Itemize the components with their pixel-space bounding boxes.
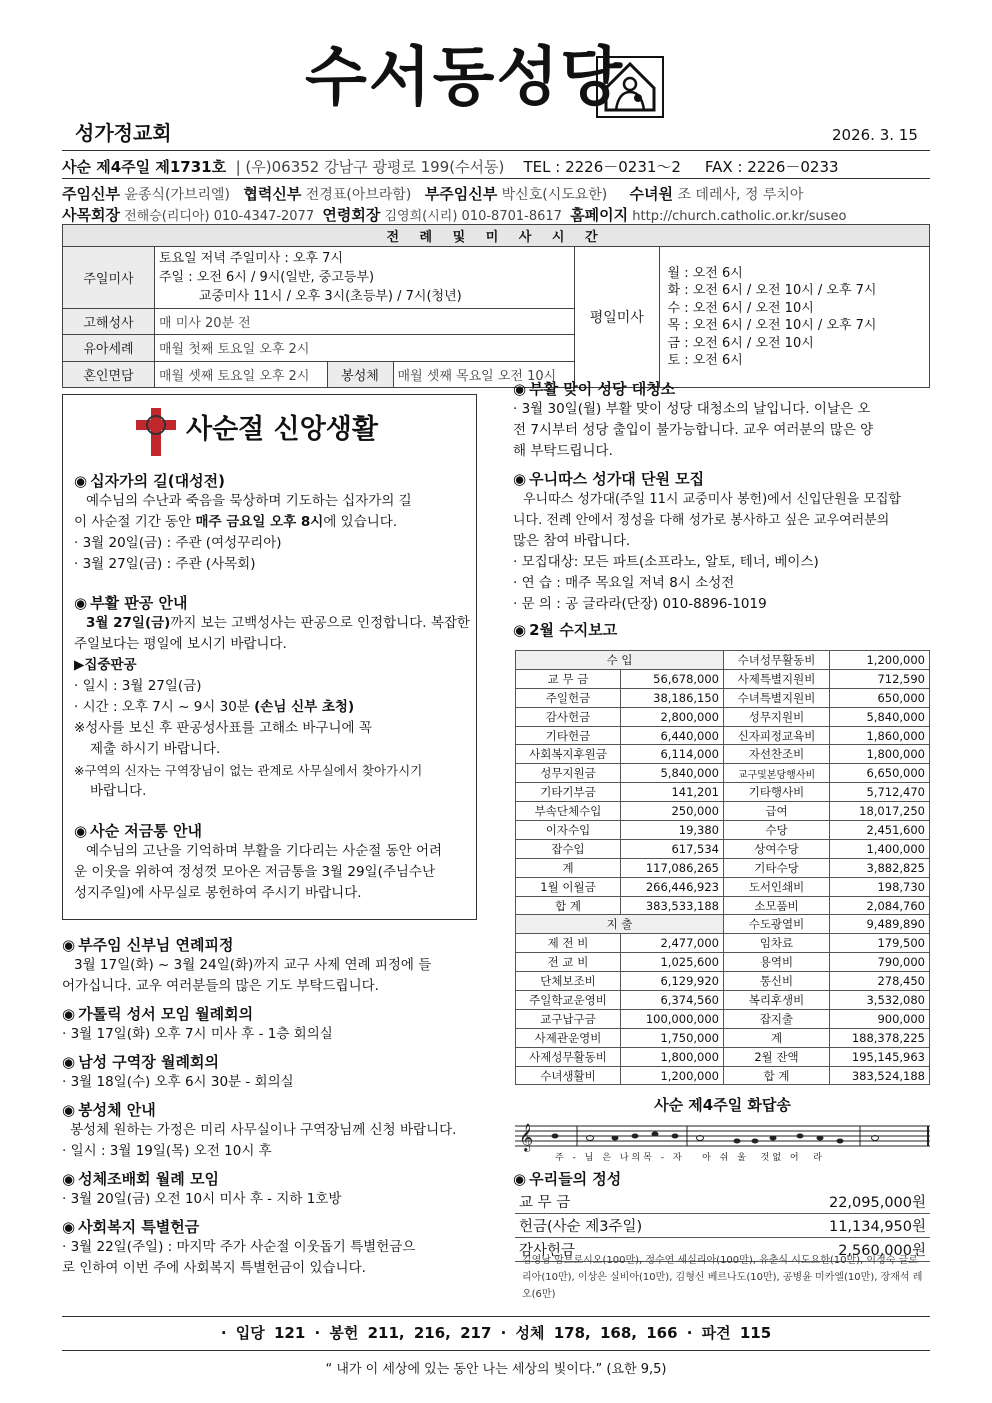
list-item: · 일시 : 3월 27일(금) xyxy=(74,678,202,694)
finance-item: 제 전 비 xyxy=(516,934,621,953)
finance-amount: 198,730 xyxy=(830,877,930,896)
eucharist: 매월 셋째 목요일 오전 10시 xyxy=(393,361,574,387)
finance-amount: 650,000 xyxy=(830,688,930,707)
table-row xyxy=(516,688,930,707)
table-row xyxy=(516,783,930,802)
table-row xyxy=(516,839,930,858)
finance-item: 도서인쇄비 xyxy=(724,877,830,896)
table-row xyxy=(516,745,930,764)
baptism-label: 유아세례 xyxy=(63,335,155,361)
finance-item: 기타수당 xyxy=(724,858,830,877)
paragraph: 예수님의 고난을 기억하며 부활을 기다리는 사순절 동안 어려 xyxy=(86,843,443,859)
nun: 조 데레사, 정 루치아 xyxy=(677,187,804,203)
council: 전해승(리디아) 010-4347-2077 xyxy=(124,209,315,224)
sunday-line: 토요일 저녁 주일미사 : 오후 7시 xyxy=(159,251,344,266)
bible-quote: “ 내가 이 세상에 있는 동안 나는 세상의 빛이다.” (요한 9,5) xyxy=(325,1362,667,1377)
finance-item: 주일헌금 xyxy=(516,688,621,707)
left-notices: ◉ 부주임 신부님 연례피정 3월 17일(화) ~ 3월 24일(화)까지 교구 사제 연례 피정에 들 어가십니다. 교우 여러분들의 많은 기도 부탁드립니다. ◉ 가톨릭 성서 모임 월례회의 · 3월 17일(화) 오후 7시 미사 후 - 1층 회의실 ◉ 남성 구역장 월례회의 · 3월 18일(수) 오후 6시 30분 - 회의실 ◉ 봉성체 안내 봉성체 원하는 가정은 미리 사무실이나 구역장님께 신청 바랍니다. · 일시 : 3월 19일(목) 오전 10시 후 ◉ 성체조배회 월례 모임 · 3월 20일(금) 오전 10시 미사 후 - 지하 1호방 ◉ 사회복지 특별헌금 · 3월 22일(주일) : 마지막 주가 사순절 이웃돕기 특별헌금으 로 인하여 이번 주에 사회복지 특별헌금이 있습니다. xyxy=(62,934,482,1279)
finance-item: 수당 xyxy=(724,821,830,840)
donor-list: 김영남 암브로시오(100만), 정수연 세실리아(100만), 유춘식 시도요한(10만), 이정숙 글로리아(10만), 이상은 실비아(10만), 김형신 베르나도(10만), 공병윤 미카엘(10만), 장재석 레오(6만) xyxy=(522,1255,923,1300)
paragraph: · 3월 20일(금) 오전 10시 미사 후 - 지하 1호방 xyxy=(62,1191,342,1207)
vicar: 박신호(시도요한) xyxy=(501,187,608,203)
district: 김영희(시리) 010-8701-8617 xyxy=(384,209,562,224)
finance-item: 기타헌금 xyxy=(516,726,621,745)
finance-amount: 188,378,225 xyxy=(830,1028,930,1047)
finance-amount: 1,200,000 xyxy=(830,651,930,670)
finance-item: 기타기부금 xyxy=(516,783,621,802)
table-row xyxy=(516,877,930,896)
divider xyxy=(62,1350,930,1351)
finance-item: 1월 이월금 xyxy=(516,877,621,896)
finance-amount: 6,374,560 xyxy=(621,991,724,1010)
eucharist-label: 봉성체 xyxy=(327,361,393,387)
finance-item: 수녀특별지원비 xyxy=(724,688,830,707)
finance-item: 잡수입 xyxy=(516,839,621,858)
church-title: 수서동성당 xyxy=(305,41,625,115)
table-row xyxy=(516,1047,930,1066)
finance-item: 전 교 비 xyxy=(516,953,621,972)
finance-item: 자선찬조비 xyxy=(724,745,830,764)
list-item: · 문 의 : 공 글라라(단장) 010-8896-1019 xyxy=(513,596,767,612)
home-label: 홈페이지 xyxy=(570,206,629,224)
paragraph: · 3월 22일(주일) : 마지막 주가 사순절 이웃돕기 특별헌금으 xyxy=(62,1239,416,1255)
week-number: 사순 제4주일 제1731호 xyxy=(62,158,227,176)
finance-item: 임차료 xyxy=(724,934,830,953)
note: 바랍니다. xyxy=(90,783,147,799)
finance-amount: 19,380 xyxy=(621,821,724,840)
weekday-item: 토 : 오전 6시 xyxy=(667,353,743,368)
finance-item: 사제특별지원비 xyxy=(724,669,830,688)
council-label: 사목회장 xyxy=(62,206,120,224)
sunday-line: 주일 : 오전 6시 / 9시(일반, 중고등부) xyxy=(159,270,375,285)
finance-amount: 1,800,000 xyxy=(830,745,930,764)
finance-item: 통신비 xyxy=(724,972,830,991)
finance-amount: 790,000 xyxy=(830,953,930,972)
finance-amount: 6,440,000 xyxy=(621,726,724,745)
note: 제출 하시기 바랍니다. xyxy=(90,741,221,757)
paragraph: 많은 참여 바랍니다. xyxy=(513,533,631,549)
table-row xyxy=(516,802,930,821)
finance-item: 주일학교운영비 xyxy=(516,991,621,1010)
finance-item: 합 계 xyxy=(516,896,621,915)
finance-amount: 5,840,000 xyxy=(621,764,724,783)
psalm-score xyxy=(515,1118,930,1162)
finance-item: 계 xyxy=(724,1028,830,1047)
paragraph: 3월 17일(화) ~ 3월 24일(화)까지 교구 사제 연례 피정에 들 xyxy=(74,957,432,973)
homepage-link[interactable]: http://church.catholic.or.kr/suseo xyxy=(632,209,847,224)
finance-amount: 6,650,000 xyxy=(830,764,930,783)
table-row xyxy=(516,707,930,726)
cross-icon xyxy=(134,406,178,458)
paragraph: 니다. 전례 안에서 정성을 다해 성가로 봉사하고 싶은 교우여러분의 xyxy=(513,513,890,528)
finance-item: 신자피정교육비 xyxy=(724,726,830,745)
finance-item: 계 xyxy=(516,858,621,877)
lent-section-2: ◉ 부활 판공 안내 3월 27일(금)까지 보는 고백성사는 판공으로 인정합니다. 복잡한 주일보다는 평일에 보시기 바랍니다. ▶집중판공 · 일시 : 3월 27일(금) · 시간 : 오후 7시 ~ 9시 30분 (손님 신부 초청) ※성사를 보신 후 판공성사표를 고해소 바구니에 꼭 제출 하시기 바랍니다. ※구역의 신자는 구역장님이 없는 관계로 사무실에서 찾아가시기 바랍니다. xyxy=(74,592,484,802)
divider xyxy=(62,1316,930,1317)
finance-amount: 1,025,600 xyxy=(621,953,724,972)
right-notices: ◉ 부활 맞이 성당 대청소 · 3월 30일(월) 부활 맞이 성당 대청소의 날입니다. 이날은 오 전 7시부터 성당 출입이 불가능합니다. 교우 여러분의 많은 양 해 부탁드립니다. ◉ 우니따스 성가대 단원 모집 우니따스 성가대(주일 11시 교중미사 봉헌)에서 신입단원을 모집합 니다. 전례 안에서 정성을 다해 성가로 봉사하고 싶은 교우여러분의 많은 참여 바랍니다. · 모집대상: 모든 파트(소프라노, 알토, 테너, 베이스) · 연 습 : 매주 목요일 저녁 8시 소성전 · 문 의 : 공 글라라(단장) 010-8896-1019 ◉ 2월 수지보고 xyxy=(513,378,933,640)
finance-item: 수녀성무활동비 xyxy=(724,651,830,670)
table-row xyxy=(516,1028,930,1047)
list-item: · 3월 20일(금) : 주관 (여성꾸리아) xyxy=(74,535,282,551)
finance-amount: 383,524,188 xyxy=(830,1066,930,1085)
section-title: 남성 구역장 월례회의 xyxy=(78,1053,219,1071)
paragraph: 어가십니다. 교우 여러분들의 많은 기도 부탁드립니다. xyxy=(62,978,379,994)
weekday-item: 수 : 오전 6시 / 오전 10시 xyxy=(667,300,814,316)
finance-amount: 2,477,000 xyxy=(621,934,724,953)
table-row xyxy=(516,1066,930,1085)
section-title: 사회복지 특별헌금 xyxy=(78,1218,200,1236)
finance-amount: 195,145,963 xyxy=(830,1047,930,1066)
nun-label: 수녀원 xyxy=(629,185,673,203)
finance-amount: 617,534 xyxy=(621,839,724,858)
finance-amount: 38,186,150 xyxy=(621,688,724,707)
weekday-list xyxy=(659,247,929,387)
offering-title: ◉ 우리들의 정성 xyxy=(513,1170,622,1188)
holy-family-logo-icon xyxy=(596,56,664,118)
finance-amount: 383,533,188 xyxy=(621,896,724,915)
sunday-line: 교중미사 11시 / 오후 3시(초등부) / 7시(청년) xyxy=(199,289,462,304)
finance-item: 기타행사비 xyxy=(724,783,830,802)
pastor: 윤종식(가브리엘) xyxy=(124,187,231,203)
vicar-label: 부주임신부 xyxy=(424,185,498,203)
church-subtitle: 성가정교회 xyxy=(75,121,172,145)
finance-amount: 179,500 xyxy=(830,934,930,953)
finance-amount: 278,450 xyxy=(830,972,930,991)
svg-text:𝄞: 𝄞 xyxy=(519,1123,534,1151)
finance-item: 교구및본당행사비 xyxy=(724,764,830,783)
paragraph: · 일시 : 3월 19일(목) 오전 10시 후 xyxy=(62,1143,272,1159)
info-line xyxy=(62,156,930,177)
staff-line-1 xyxy=(62,183,930,204)
paragraph: 예수님의 수난과 죽음을 묵상하며 기도하는 십자가의 길 xyxy=(86,493,412,509)
pastor-label: 주임신부 xyxy=(62,185,120,203)
confession-label: 고해성사 xyxy=(63,309,155,335)
finance-item: 소모품비 xyxy=(724,896,830,915)
table-row xyxy=(516,821,930,840)
table-row xyxy=(516,1009,930,1028)
highlight: (손님 신부 초청) xyxy=(254,699,355,715)
highlight: 3월 27일(금) xyxy=(86,615,171,631)
list-item: · 연 습 : 매주 목요일 저녁 8시 소성전 xyxy=(513,575,735,591)
table-row xyxy=(516,915,930,934)
offering-amount: 11,134,950원 xyxy=(745,1214,930,1238)
offering-label: 감사헌금 xyxy=(515,1238,745,1262)
paragraph: 로 인하여 이번 주에 사회복지 특별헌금이 있습니다. xyxy=(62,1260,366,1276)
table-row xyxy=(515,1190,930,1214)
finance-amount: 1,860,000 xyxy=(830,726,930,745)
section-title: 봉성체 안내 xyxy=(78,1101,156,1119)
finance-table xyxy=(515,650,930,1085)
fax: FAX : 2226－0233 xyxy=(704,158,839,176)
finance-item: 단체보조비 xyxy=(516,972,621,991)
lent-title: 사순절 신앙생활 xyxy=(186,414,378,445)
weekday-item: 목 : 오전 6시 / 오전 10시 / 오후 7시 xyxy=(667,318,877,333)
finance-item: 급여 xyxy=(724,802,830,821)
table-row xyxy=(516,669,930,688)
finance-item: 사제성무활동비 xyxy=(516,1047,621,1066)
finance-item: 잡지출 xyxy=(724,1009,830,1028)
finance-amount: 1,800,000 xyxy=(621,1047,724,1066)
finance-amount: 5,840,000 xyxy=(830,707,930,726)
paragraph: 성지주일)에 사무실로 봉헌하여 주시기 바랍니다. xyxy=(74,885,362,901)
finance-amount: 712,590 xyxy=(830,669,930,688)
finance-item: 수녀생활비 xyxy=(516,1066,621,1085)
section-title: 십자가의 길(대성전) xyxy=(90,472,225,490)
divider xyxy=(62,178,930,179)
subheading: ▶집중판공 xyxy=(74,657,137,673)
finance-amount: 100,000,000 xyxy=(621,1009,724,1028)
address: | (우)06352 강남구 광평로 199(수서동) xyxy=(235,158,505,176)
table-row xyxy=(516,858,930,877)
paragraph: · 3월 17일(화) 오후 7시 미사 후 - 1층 회의실 xyxy=(62,1026,333,1042)
table-row xyxy=(516,953,930,972)
section-title: 2월 수지보고 xyxy=(529,621,618,639)
finance-header: 지 출 xyxy=(516,915,724,934)
sunday-label: 주일미사 xyxy=(63,247,155,309)
schedule-header: 전 례 및 미 사 시 간 xyxy=(63,225,930,247)
section-title: 부주임 신부님 연례피정 xyxy=(78,936,234,954)
finance-amount: 18,017,250 xyxy=(830,802,930,821)
offering-amount: 22,095,000원 xyxy=(745,1190,930,1214)
table-row xyxy=(516,991,930,1010)
mass-schedule-table xyxy=(62,224,930,388)
finance-item: 부속단체수입 xyxy=(516,802,621,821)
table-row xyxy=(516,764,930,783)
finance-item: 합 계 xyxy=(724,1066,830,1085)
offering-amount: 2,560,000원 xyxy=(745,1238,930,1262)
table-row xyxy=(516,726,930,745)
finance-item: 수도광열비 xyxy=(724,915,830,934)
marriage-label: 혼인면담 xyxy=(63,361,155,387)
finance-item: 감사헌금 xyxy=(516,707,621,726)
finance-amount: 3,532,080 xyxy=(830,991,930,1010)
district-label: 연령회장 xyxy=(322,206,381,224)
table-row xyxy=(515,1214,930,1238)
note: ※성사를 보신 후 판공성사표를 고해소 바구니에 꼭 xyxy=(74,720,372,736)
issue-date: 2026. 3. 15 xyxy=(832,126,918,144)
finance-item: 교 무 금 xyxy=(516,669,621,688)
paragraph: 해 부탁드립니다. xyxy=(513,443,613,459)
finance-amount: 1,400,000 xyxy=(830,839,930,858)
section-title: 사순 저금통 안내 xyxy=(90,822,202,840)
lent-section-3: ◉ 사순 저금통 안내 예수님의 고난을 기억하며 부활을 기다리는 사순절 동안 어려 운 이웃을 위하여 정성껏 모아온 저금통을 3월 29일(주님수난 성지주일)에 사무실로 봉헌하여 주시기 바랍니다. xyxy=(74,820,484,904)
finance-amount: 266,446,923 xyxy=(621,877,724,896)
note: ※구역의 신자는 구역장님이 없는 관계로 사무실에서 찾아가시기 xyxy=(74,763,423,778)
weekday-item: 금 : 오전 6시 / 오전 10시 xyxy=(667,335,814,351)
finance-header: 수 입 xyxy=(516,651,724,670)
table-row xyxy=(516,896,930,915)
finance-item: 성무지원금 xyxy=(516,764,621,783)
weekday-item: 화 : 오전 6시 / 오전 10시 / 오후 7시 xyxy=(667,283,877,298)
list-item: · 모집대상: 모든 파트(소프라노, 알토, 테너, 베이스) xyxy=(513,554,819,570)
finance-item: 성무지원비 xyxy=(724,707,830,726)
paragraph: 운 이웃을 위하여 정성껏 모아온 저금통을 3월 29일(주님수난 xyxy=(74,864,436,880)
divider xyxy=(62,150,930,151)
mass-stats: · 입당 121 · 봉헌 211, 216, 217 · 성체 178, 168, 166 · 파견 115 xyxy=(220,1324,772,1342)
finance-item: 상여수당 xyxy=(724,839,830,858)
section-title: 부활 맞이 성당 대청소 xyxy=(529,380,676,398)
finance-amount: 3,882,825 xyxy=(830,858,930,877)
baptism: 매월 첫째 토요일 오후 2시 xyxy=(155,335,575,361)
section-title: 성체조배회 월례 모임 xyxy=(78,1170,219,1188)
finance-item: 이자수입 xyxy=(516,821,621,840)
finance-amount: 9,489,890 xyxy=(830,915,930,934)
paragraph: 봉성체 원하는 가정은 미리 사무실이나 구역장님께 신청 바랍니다. xyxy=(70,1122,457,1138)
finance-amount: 1,200,000 xyxy=(621,1066,724,1085)
table-row xyxy=(516,934,930,953)
section-title: 우니따스 성가대 단원 모집 xyxy=(529,470,705,488)
list-item: · 시간 : 오후 7시 ~ 9시 30분 xyxy=(74,699,255,715)
lent-section-1: ◉ 십자가의 길(대성전) 예수님의 수난과 죽음을 묵상하며 기도하는 십자가의 길 이 사순절 기간 동안 매주 금요일 오후 8시에 있습니다. · 3월 20일(금) : 주관 (여성꾸리아) · 3월 27일(금) : 주관 (사목회) xyxy=(74,470,484,575)
assoc: 전경표(아브라함) xyxy=(305,187,412,203)
finance-amount: 56,678,000 xyxy=(621,669,724,688)
assoc-label: 협력신부 xyxy=(243,185,302,203)
finance-item: 용역비 xyxy=(724,953,830,972)
weekday-item: 월 : 오전 6시 xyxy=(667,265,743,281)
telephone: TEL : 2226－0231～2 xyxy=(523,158,681,176)
marriage: 매월 셋째 토요일 오후 2시 xyxy=(155,361,328,387)
section-title: 부활 판공 안내 xyxy=(90,594,188,612)
table-row xyxy=(516,972,930,991)
offering-label: 헌금(사순 제3주일) xyxy=(515,1214,745,1238)
psalm-title: 사순 제4주일 화답송 xyxy=(654,1096,791,1114)
sunday-mass xyxy=(155,247,575,309)
finance-amount: 1,750,000 xyxy=(621,1028,724,1047)
finance-item: 사제관운영비 xyxy=(516,1028,621,1047)
weekday-cell xyxy=(575,247,930,388)
confession: 매 미사 20분 전 xyxy=(155,309,575,335)
paragraph: 이 사순절 기간 동안 xyxy=(74,514,196,530)
finance-amount: 2,451,600 xyxy=(830,821,930,840)
list-item: · 3월 27일(금) : 주관 (사목회) xyxy=(74,556,256,572)
finance-item: 복리후생비 xyxy=(724,991,830,1010)
weekday-label: 평일미사 xyxy=(575,247,659,387)
finance-item: 교구납구금 xyxy=(516,1009,621,1028)
offering-label: 교 무 금 xyxy=(515,1190,745,1214)
finance-item: 2월 잔액 xyxy=(724,1047,830,1066)
staff-line-2 xyxy=(62,204,930,225)
table-row xyxy=(516,651,930,670)
paragraph: 주일보다는 평일에 보시기 바랍니다. xyxy=(74,636,287,652)
finance-amount: 250,000 xyxy=(621,802,724,821)
section-title: 가톨릭 성서 모임 월례회의 xyxy=(78,1005,254,1023)
finance-amount: 2,084,760 xyxy=(830,896,930,915)
finance-item: 사회복지후원금 xyxy=(516,745,621,764)
section-title: 우리들의 정성 xyxy=(529,1170,622,1188)
paragraph: 까지 보는 고백성사는 판공으로 인정합니다. 복잡한 xyxy=(170,615,470,631)
finance-amount: 117,086,265 xyxy=(621,858,724,877)
psalm-lyrics: 주 - 님 은 나의목 - 자 아 쉬 울 것없 어 라 xyxy=(555,1153,825,1163)
highlight: 매주 금요일 오후 8시 xyxy=(195,514,324,530)
finance-amount: 2,800,000 xyxy=(621,707,724,726)
paragraph: · 3월 18일(수) 오후 6시 30분 - 회의실 xyxy=(62,1074,294,1090)
finance-amount: 141,201 xyxy=(621,783,724,802)
finance-amount: 6,129,920 xyxy=(621,972,724,991)
finance-amount: 900,000 xyxy=(830,1009,930,1028)
paragraph: 전 7시부터 성당 출입이 불가능합니다. 교우 여러분의 많은 양 xyxy=(513,422,874,438)
finance-amount: 6,114,000 xyxy=(621,745,724,764)
paragraph: 에 있습니다. xyxy=(323,514,398,530)
paragraph: · 3월 30일(월) 부활 맞이 성당 대청소의 날입니다. 이날은 오 xyxy=(513,401,871,417)
paragraph: 우니따스 성가대(주일 11시 교중미사 봉헌)에서 신입단원을 모집합 xyxy=(523,492,901,507)
finance-amount: 5,712,470 xyxy=(830,783,930,802)
